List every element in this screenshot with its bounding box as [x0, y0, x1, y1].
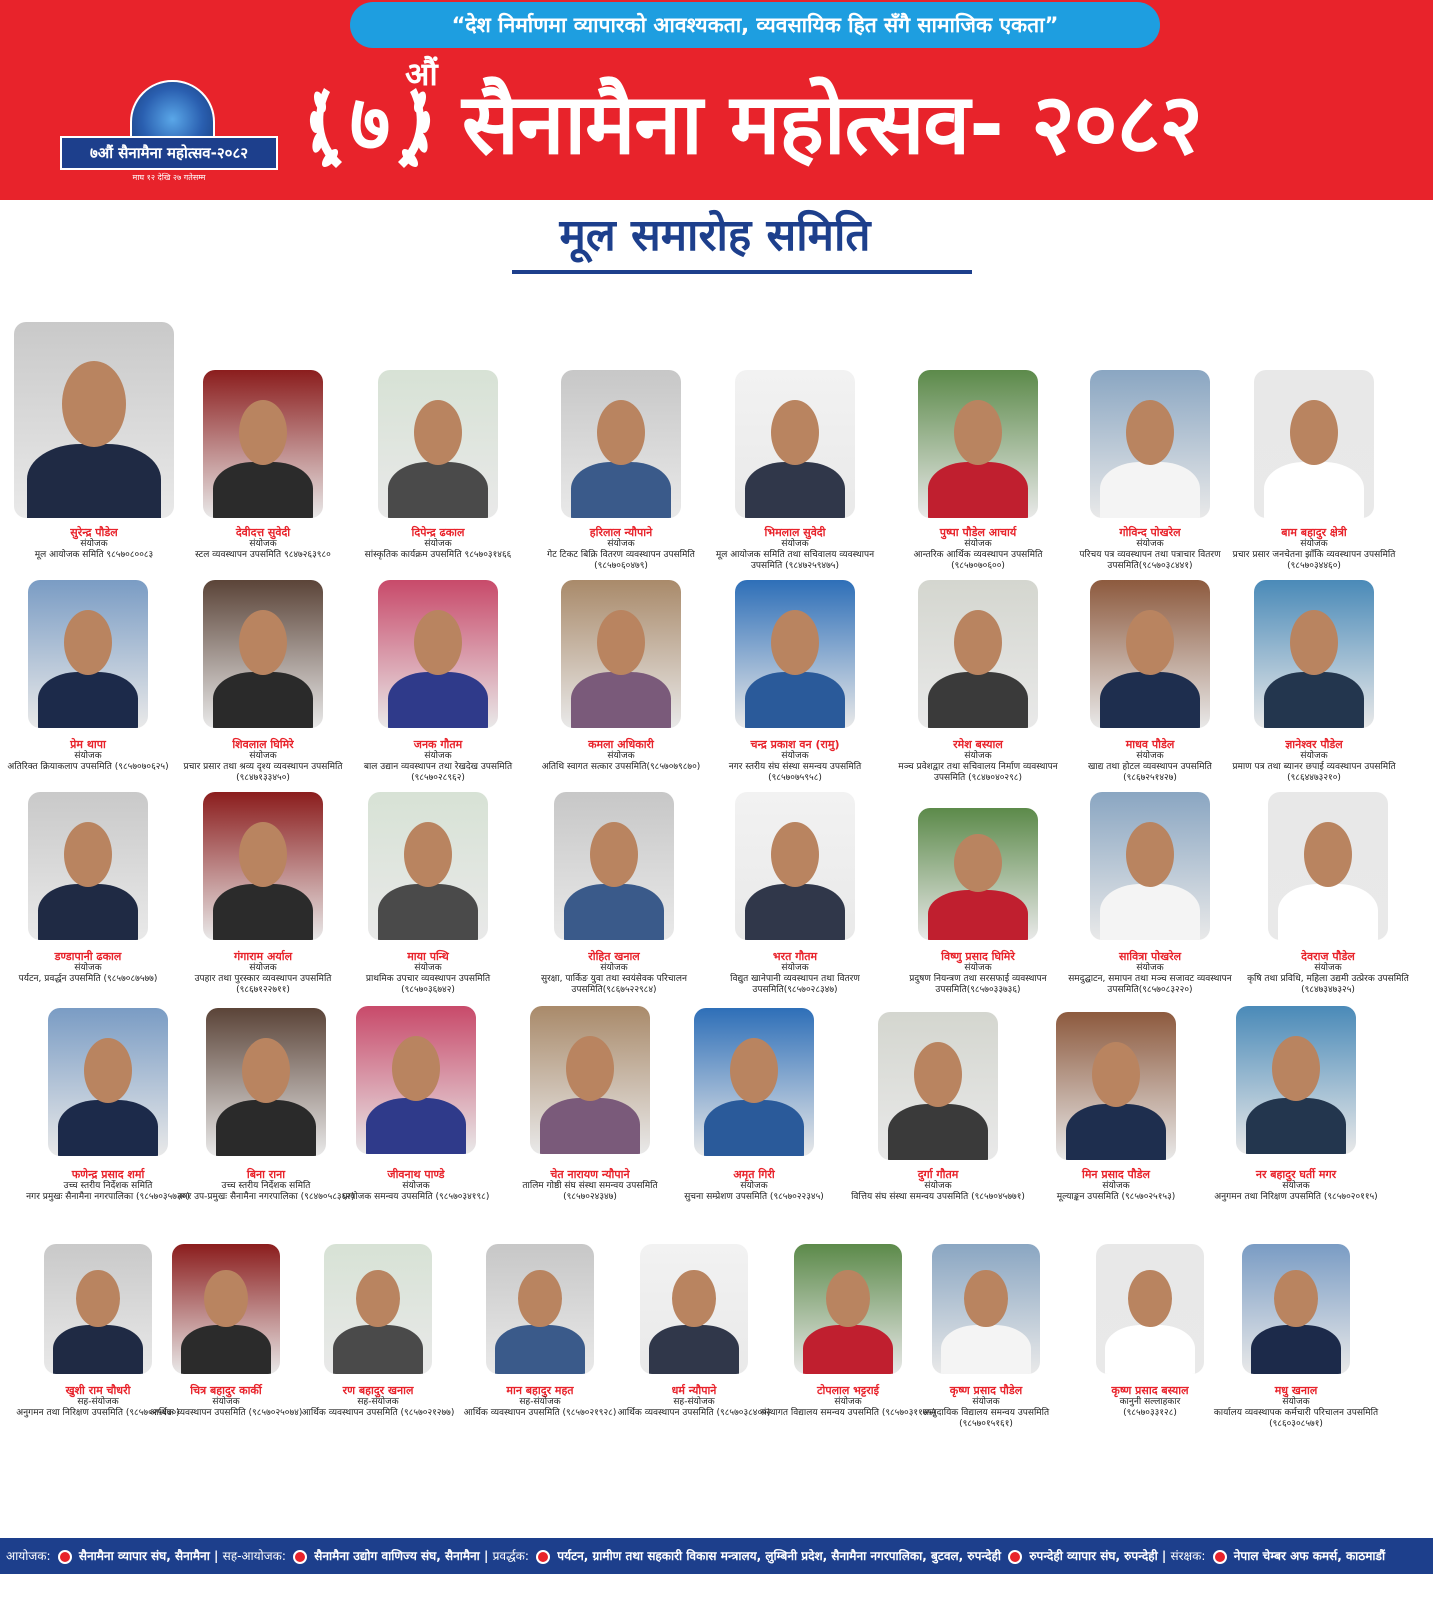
person-face-icon: [771, 822, 819, 887]
member-name: कृष्ण प्रसाद बस्याल: [1111, 1384, 1189, 1397]
person-face-icon: [826, 1270, 869, 1327]
member-subcommittee: उपहार तथा पुरस्कार व्यवस्थापन उपसमिति (९८६७१२२७११): [194, 974, 332, 995]
member-role: कानुनी सल्लाहकार: [1119, 1397, 1181, 1407]
member-role: संयोजक: [781, 751, 809, 761]
member-role: संयोजक: [924, 1181, 952, 1191]
member-role: संयोजक: [1136, 539, 1164, 549]
member-name: विष्णु प्रसाद घिमिरे: [941, 950, 1015, 963]
person-face-icon: [1128, 1270, 1171, 1327]
person-face-icon: [771, 610, 819, 675]
member-name: जनक गौतम: [413, 738, 463, 751]
member-name: दिपेन्द्र ढकाल: [411, 526, 465, 539]
edition-suffix: औं: [405, 55, 438, 93]
patron-name: नेपाल चेम्बर अफ कमर्स, काठमाडौं: [1233, 1549, 1386, 1563]
member-role: सह-संयोजक: [519, 1397, 561, 1407]
person-face-icon: [672, 1270, 715, 1327]
person-face-icon: [1126, 822, 1174, 887]
logo-text: ७औं सैनामैना महोत्सव-२०८२: [60, 136, 278, 170]
person-face-icon: [84, 1038, 132, 1103]
member-role: संयोजक: [972, 1397, 1000, 1407]
member-name: फणेन्द्र प्रसाद शर्मा: [71, 1168, 145, 1181]
promoter-label: प्रवर्द्धक:: [492, 1549, 529, 1563]
member-role: संयोजक: [74, 751, 102, 761]
member-photo: [794, 1244, 902, 1374]
member-photo: [172, 1244, 280, 1374]
member-name: दुर्गा गौतम: [917, 1168, 959, 1181]
member-name: माया पन्थि: [407, 950, 449, 963]
member-photo: [561, 580, 681, 728]
person-face-icon: [62, 361, 126, 447]
organizer-label: आयोजक:: [6, 1549, 51, 1563]
member-name: कृष्ण प्रसाद पौडेल: [949, 1384, 1023, 1397]
member-name: भरत गौतम: [772, 950, 818, 963]
member-subcommittee: वित्तिय संघ संस्था समन्वय उपसमिति (९८५७०४५७७१): [851, 1192, 1025, 1202]
member-subcommittee: कृषि तथा प्रविधि, महिला उद्यमी उत्प्रेरक उपसमिति (९८४७३४७३२५): [1247, 974, 1409, 995]
member-subcommittee: (९८५७०३३१२८): [1123, 1408, 1177, 1418]
member-photo: [918, 370, 1038, 518]
patron-logo-icon: [1213, 1550, 1227, 1564]
member-role: संयोजक: [1300, 751, 1328, 761]
member-subcommittee: अतिथि स्वागत सत्कार उपसमिति(९८५७०७९८७०): [541, 762, 701, 772]
member-name: बाम बहादुर क्षेत्री: [1281, 526, 1347, 539]
member-name: टोपलाल भट्टराई: [816, 1384, 880, 1397]
member-subcommittee: खाद्य तथा होटल व्यवस्थापन उपसमिति (९८६७२५१४२७): [1088, 762, 1212, 783]
member-role: संयोजक: [1282, 1397, 1310, 1407]
member-photo: [48, 1008, 168, 1156]
member-role: संयोजक: [964, 963, 992, 973]
member-subcommittee: सामुदायिक विद्यालय समन्वय उपसमिति (९८५७०१५१६१): [922, 1408, 1050, 1429]
member-name: गंगाराम अर्याल: [233, 950, 293, 963]
member-photo: [203, 580, 323, 728]
member-role: सह-संयोजक: [673, 1397, 715, 1407]
member-photo: [1242, 1244, 1350, 1374]
person-face-icon: [771, 400, 819, 465]
member-subcommittee: कार्यालय व्यवस्थापक कर्मचारी परिचालन उपसमिति (९८६०३०८५७१): [1213, 1408, 1379, 1429]
member-role: संयोजक: [600, 963, 628, 973]
person-face-icon: [914, 1042, 962, 1107]
person-face-icon: [64, 822, 112, 887]
member-subcommittee: संस्थागत विद्यालय समन्वय उपसमिति (९८५७०३११७५): [760, 1408, 936, 1418]
promoter2-logo-icon: [1008, 1550, 1022, 1564]
person-face-icon: [1274, 1270, 1317, 1327]
member-role: संयोजक: [249, 963, 277, 973]
member-role: संयोजक: [212, 1397, 240, 1407]
member-photo: [1254, 370, 1374, 518]
member-role: संयोजक: [1136, 751, 1164, 761]
member-photo: [44, 1244, 152, 1374]
member-photo: [932, 1244, 1040, 1374]
person-face-icon: [954, 610, 1002, 675]
member-photo: [1090, 580, 1210, 728]
member-name: पुष्पा पौडेल आचार्य: [939, 526, 1017, 539]
member-photo: [1236, 1006, 1356, 1154]
person-face-icon: [1304, 822, 1352, 887]
member-subcommittee: नगर प्रमुखः सैनामैना नगरपालिका (९८५७०३५७३०): [26, 1192, 190, 1202]
member-name: सुरेन्द्र पौडेल: [70, 526, 118, 539]
member-role: संयोजक: [834, 1397, 862, 1407]
member-subcommittee: सांस्कृतिक कार्यक्रम उपसमिति ९८५७०३१४६६: [364, 550, 512, 560]
member-role: संयोजक: [414, 963, 442, 973]
member-photo: [561, 370, 681, 518]
member-subcommittee: नगर उप-प्रमुखः सैनामैना नगरपालिका (९८४७०५८३६२): [177, 1192, 355, 1202]
member-subcommittee: मूल आयोजक समिति ९८५७०८००८३: [34, 550, 154, 560]
person-face-icon: [730, 1038, 778, 1103]
member-name: मधु खनाल: [1274, 1384, 1318, 1397]
member-photo: [530, 1006, 650, 1154]
person-face-icon: [239, 610, 287, 675]
member-name: रोहित खनाल: [588, 950, 640, 963]
member-subcommittee: मञ्च प्रवेशद्वार तथा सचिवालय निर्माण व्यवस्थापन उपसमिति (९८४७०४०२९८): [898, 762, 1058, 783]
person-face-icon: [239, 822, 287, 887]
member-name: जीवनाथ पाण्डे: [387, 1168, 445, 1181]
member-photo: [28, 792, 148, 940]
member-name: चित्र बहादुर कार्की: [190, 1384, 262, 1397]
member-name: देवीदत्त सुवेदी: [235, 526, 291, 539]
member-name: धर्म न्यौपाने: [671, 1384, 717, 1397]
person-face-icon: [414, 400, 462, 465]
person-face-icon: [1272, 1036, 1320, 1101]
member-photo: [1056, 1012, 1176, 1160]
member-role: संयोजक: [1300, 539, 1328, 549]
member-role: संयोजक: [607, 751, 635, 761]
person-face-icon: [954, 400, 1002, 465]
member-name: बिना राना: [246, 1168, 286, 1181]
member-name: रण बहादुर खनाल: [342, 1384, 414, 1397]
member-role: संयोजक: [964, 751, 992, 761]
member-photo: [918, 580, 1038, 728]
member-subcommittee: आर्थिक व्यवस्थापन उपसमिति (९८५७०२१९२८): [463, 1408, 617, 1418]
member-name: डण्डापानी ढकाल: [54, 950, 122, 963]
member-subcommittee: आर्थिक व्यवस्थापन उपसमिति (९८५७०२१२७७): [301, 1408, 455, 1418]
member-subcommittee: प्राथमिक उपचार व्यवस्थापन उपसमिति (९८५७०३६७४२): [365, 974, 491, 995]
person-face-icon: [566, 1036, 614, 1101]
member-role: संयोजक: [424, 539, 452, 549]
member-role: संयोजक: [80, 539, 108, 549]
member-name: प्रेम थापा: [70, 738, 106, 751]
member-role: संयोजक: [74, 963, 102, 973]
member-photo: [378, 580, 498, 728]
member-role: संयोजक: [1136, 963, 1164, 973]
member-subcommittee: सुरक्षा, पार्किङ युवा तथा स्वयंसेवक परिचालन उपसमिति(९८६७५२२९८४): [541, 974, 687, 995]
member-subcommittee: आर्थिक व्यवस्थापन उपसमिति (९८५७०२५०७४): [149, 1408, 303, 1418]
member-role: संयोजक: [1282, 1181, 1310, 1191]
member-photo: [203, 370, 323, 518]
member-photo: [1268, 792, 1388, 940]
member-subcommittee: प्रमाण पत्र तथा ब्यानर छपाई व्यवस्थापन उपसमिति (९८६४४७३२१०): [1232, 762, 1396, 783]
member-photo: [14, 322, 174, 518]
person-face-icon: [590, 822, 638, 887]
co-organizer-name: सैनामैना उद्योग वाणिज्य संघ, सैनामैना: [314, 1549, 480, 1563]
person-face-icon: [964, 1270, 1007, 1327]
member-photo: [28, 580, 148, 728]
member-name: देवराज पौडेल: [1301, 950, 1355, 963]
member-photo: [735, 370, 855, 518]
member-name: ज्ञानेश्वर पौडेल: [1285, 738, 1343, 751]
member-role: संयोजक: [781, 963, 809, 973]
person-face-icon: [239, 400, 287, 465]
member-photo: [356, 1006, 476, 1154]
member-name: हरिलाल न्यौपाने: [589, 526, 653, 539]
person-face-icon: [404, 822, 452, 887]
member-photo: [1090, 792, 1210, 940]
member-subcommittee: प्रायोजक समन्वय उपसमिति (९८५७०३४१९८): [342, 1192, 490, 1202]
member-name: चेत नारायण न्यौपाने: [550, 1168, 630, 1181]
member-name: भिमलाल सुवेदी: [764, 526, 826, 539]
person-face-icon: [414, 610, 462, 675]
member-photo: [735, 580, 855, 728]
member-subcommittee: मूल्याङ्कन उपसमिति (९८५७०२५१५३): [1056, 1192, 1176, 1202]
organizer-logo-icon: [58, 1550, 72, 1564]
member-subcommittee: प्रचार प्रसार जनचेतना झाँकि व्यवस्थापन उपसमिति (९८५७०३४४६०): [1232, 550, 1396, 571]
member-role: सह-संयोजक: [357, 1397, 399, 1407]
member-name: माधव पौडेल: [1125, 738, 1175, 751]
member-role: संयोजक: [964, 539, 992, 549]
member-subcommittee: तालिम गोष्ठी संघ संस्था समन्वय उपसमिति (९८५७०२४३४७): [522, 1181, 658, 1202]
patron-label: संरक्षक:: [1170, 1549, 1206, 1563]
member-photo: [554, 792, 674, 940]
member-role: उच्च स्तरीय निर्देशक समिति: [221, 1181, 311, 1191]
member-role: संयोजक: [402, 1181, 430, 1191]
member-role: संयोजक: [424, 751, 452, 761]
member-name: कमला अधिकारी: [588, 738, 654, 751]
member-subcommittee: गेट टिकट बिक्रि वितरण व्यवस्थापन उपसमिति (९८५७०६०४७९): [547, 550, 695, 571]
member-name: मिन प्रसाद पौडेल: [1081, 1168, 1151, 1181]
logo-subtext: माघ १२ देखि २७ गतेसम्म: [132, 173, 206, 182]
person-face-icon: [76, 1270, 119, 1327]
person-face-icon: [242, 1038, 290, 1103]
festival-title: सैनामैना महोत्सव- २०८२: [462, 75, 1202, 173]
person-face-icon: [518, 1270, 561, 1327]
person-face-icon: [392, 1036, 440, 1101]
member-name: मान बहादुर महत: [506, 1384, 574, 1397]
member-photo: [378, 370, 498, 518]
person-face-icon: [1092, 1042, 1140, 1107]
committee-title: मूल समारोह समिति: [559, 210, 871, 261]
member-name: शिवलाल घिमिरे: [232, 738, 294, 751]
slogan-banner: “देश निर्माणमा व्यापारको आवश्यकता, व्यवसायिक हित सँगै सामाजिक एकता”: [350, 2, 1160, 48]
member-photo: [1254, 580, 1374, 728]
member-subcommittee: स्टल व्यवस्थापन उपसमिति ९८४७२६३९८०: [195, 550, 331, 560]
member-photo: [324, 1244, 432, 1374]
member-name: चन्द्र प्रकाश वन (रामु): [750, 738, 840, 751]
member-subcommittee: अनुगमन तथा निरिक्षण उपसमिति (९८५७०२०११५): [1214, 1192, 1378, 1202]
member-role: संयोजक: [249, 539, 277, 549]
promoter-logo-icon: [536, 1550, 550, 1564]
member-subcommittee: प्रचार प्रसार तथा श्रव्य दृश्य व्यवस्थापन उपसमिति (९८४७१३३४५०): [183, 762, 343, 783]
member-subcommittee: आर्थिक व्यवस्थापन उपसमिति (९८५७०३८४००): [617, 1408, 771, 1418]
member-name: खुशी राम चौधरी: [65, 1384, 131, 1397]
member-role: संयोजक: [781, 539, 809, 549]
person-face-icon: [1126, 400, 1174, 465]
footer-bar: आयोजक: सैनामैना व्यापार संघ, सैनामैना | सह-आयोजक: सैनामैना उद्योग वाणिज्य संघ, सैनामैना | प्रवर्द्धक: पर्यटन, ग्रामीण तथा सहकारी विकास मन्त्रालय, लुम्बिनी प्रदेश, सैनामैना नगरपालिका, बुटवल, रुपन्देही रुपन्देही व्यापार संघ, रुपन्देही | संरक्षक: नेपाल चेम्बर अफ कमर्स, काठमाडौं: [0, 1538, 1433, 1574]
member-role: संयोजक: [740, 1181, 768, 1191]
member-role: संयोजक: [249, 751, 277, 761]
member-photo: [368, 792, 488, 940]
member-role: सह-संयोजक: [77, 1397, 119, 1407]
promoter-name: पर्यटन, ग्रामीण तथा सहकारी विकास मन्त्रालय, लुम्बिनी प्रदेश, सैनामैना नगरपालिका, बुटवल, रुपन्देही: [557, 1549, 1001, 1563]
person-face-icon: [597, 610, 645, 675]
member-name: नर बहादुर घर्ती मगर: [1255, 1168, 1337, 1181]
member-subcommittee: सुचना सम्प्रेशण उपसमिति (९८५७०२२३४५): [684, 1192, 824, 1202]
member-photo: [640, 1244, 748, 1374]
member-role: संयोजक: [1314, 963, 1342, 973]
member-role: उच्च स्तरीय निर्देशक समिति: [63, 1181, 153, 1191]
member-photo: [878, 1012, 998, 1160]
co-organizer-logo-icon: [293, 1550, 307, 1564]
member-subcommittee: अनुगमन तथा निरिक्षण उपसमिति (९८५७०२५१७०): [16, 1408, 180, 1418]
member-photo: [694, 1008, 814, 1156]
member-role: संयोजक: [607, 539, 635, 549]
edition-number: ७: [349, 79, 391, 169]
person-face-icon: [597, 400, 645, 465]
organizer-name: सैनामैना व्यापार संघ, सैनामैना: [78, 1549, 210, 1563]
member-subcommittee: विद्युत खानेपानी व्यवस्थापन तथा वितरण उपसमिति(९८५७०२८३४७): [730, 974, 860, 995]
member-photo: [1090, 370, 1210, 518]
member-photo: [486, 1244, 594, 1374]
member-subcommittee: प्रदुषण नियन्त्रण तथा सरसफाई व्यवस्थापन उपसमिति(९८५७०३३७३६): [909, 974, 1047, 995]
promoter2-name: रुपन्देही व्यापार संघ, रुपन्देही: [1029, 1549, 1158, 1563]
member-photo: [735, 792, 855, 940]
member-subcommittee: पर्यटन, प्रवर्द्धन उपसमिति (९८५७०८७५७७): [18, 974, 158, 984]
member-subcommittee: आन्तरिक आर्थिक व्यवस्थापन उपसमिति (९८५७०७०६००): [913, 550, 1043, 571]
member-subcommittee: बाल उद्यान व्यवस्थापन तथा रेखदेख उपसमिति (९८५७०२८९६२): [363, 762, 513, 783]
member-subcommittee: अतिरिक्त क्रियाकलाप उपसमिति (९८५७०७०६२५): [7, 762, 169, 772]
member-name: सावित्रा पोखरेल: [1118, 950, 1182, 963]
member-subcommittee: परिचय पत्र व्यवस्थापन तथा पत्राचार वितरण उपसमिति(९८५७०३८४४१): [1079, 550, 1221, 571]
member-role: संयोजक: [1102, 1181, 1130, 1191]
person-face-icon: [64, 610, 112, 675]
person-face-icon: [356, 1270, 399, 1327]
member-name: अमृत गिरी: [733, 1168, 775, 1181]
member-photo: [1096, 1244, 1204, 1374]
member-photo: [203, 792, 323, 940]
person-face-icon: [204, 1270, 247, 1327]
member-name: गोविन्द पोखरेल: [1119, 526, 1181, 539]
member-photo: [918, 808, 1038, 940]
co-organizer-label: सह-आयोजक:: [222, 1549, 286, 1563]
member-subcommittee: नगर स्तरीय संघ संस्था समन्वय उपसमिति (९८५७०७५९५८): [728, 762, 862, 783]
member-subcommittee: मूल आयोजक समिति तथा सचिवालय व्यवस्थापन उपसमिति (९८४७२५९४७५): [715, 550, 875, 571]
member-photo: [206, 1008, 326, 1156]
person-face-icon: [1290, 400, 1338, 465]
person-face-icon: [1126, 610, 1174, 675]
person-face-icon: [1290, 610, 1338, 675]
member-subcommittee: समदुद्घाटन, समापन तथा मञ्च सजावट व्यवस्थापन उपसमिति(९८५७०८३२२०): [1068, 974, 1232, 995]
member-name: रमेश बस्याल: [953, 738, 1003, 751]
